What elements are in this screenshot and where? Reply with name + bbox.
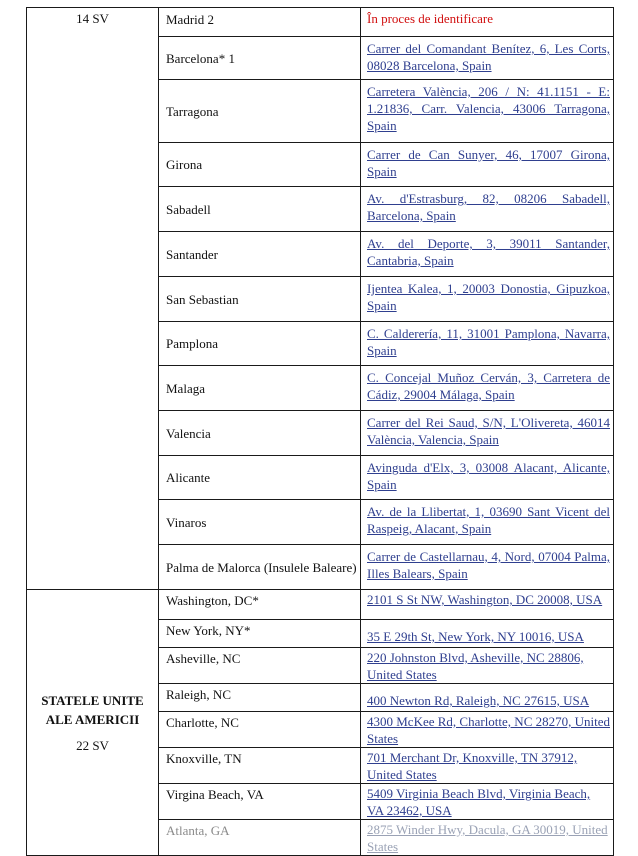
address-cell	[361, 411, 614, 456]
table-row	[27, 590, 614, 620]
address-link[interactable]: C. Calderería, 11, 31001 Pamplona, Navarra, Spain	[367, 326, 610, 358]
address-link[interactable]: 701 Merchant Dr, Knoxville, TN 37912, United States	[367, 750, 578, 782]
city-name: New York, NY*	[166, 623, 251, 638]
city-name: Valencia	[166, 425, 211, 441]
address-cell	[361, 748, 614, 784]
address-cell	[361, 648, 614, 684]
city-name: Asheville, NC	[166, 651, 241, 666]
city-name: Barcelona* 1	[166, 50, 235, 66]
address-link[interactable]: C. Concejal Muñoz Cerván, 3, Carretera de Cádiz, 29004 Málaga, Spain	[367, 370, 610, 402]
usa-count: 22 SV	[76, 738, 109, 753]
country-cell-usa	[27, 590, 159, 856]
address-link[interactable]: 2101 S St NW, Washington, DC 20008, USA	[367, 592, 603, 607]
address-cell	[361, 500, 614, 545]
city-cell	[159, 187, 361, 232]
city-cell	[159, 232, 361, 277]
city-cell	[159, 648, 361, 684]
address-link[interactable]: Carrer de Can Sunyer, 46, 17007 Girona, Spain	[367, 147, 610, 179]
city-cell	[159, 684, 361, 712]
address-link[interactable]: Carrer del Rei Saud, S/N, L'Olivereta, 46014 València, Valencia, Spain	[367, 415, 610, 447]
city-cell	[159, 820, 361, 856]
address-cell	[361, 456, 614, 500]
address-cell	[361, 232, 614, 277]
city-cell	[159, 37, 361, 80]
city-name: Madrid 2	[166, 12, 215, 27]
city-name: Palma de Malorca (Insulele Baleare)	[166, 559, 357, 575]
address-link[interactable]: 4300 McKee Rd, Charlotte, NC 28270, United States	[367, 714, 610, 746]
spain-count: 14 SV	[76, 11, 109, 26]
city-cell	[159, 456, 361, 500]
city-name: Vinaros	[166, 514, 207, 530]
city-name: Alicante	[166, 470, 211, 485]
city-name: Malaga	[166, 380, 205, 396]
address-cell	[361, 712, 614, 748]
city-name: Knoxville, TN	[166, 751, 242, 766]
city-name: Santander	[166, 246, 218, 262]
address-link[interactable]: Carrer del Comandant Benítez, 6, Les Corts, 08028 Barcelona, Spain	[367, 41, 610, 73]
city-name: Charlotte, NC	[166, 715, 239, 730]
address-cell	[361, 143, 614, 187]
address-cell	[361, 277, 614, 322]
city-cell	[159, 322, 361, 366]
address-link[interactable]: Ijentea Kalea, 1, 20003 Donostia, Gipuzkoa, Spain	[367, 281, 610, 313]
address-cell	[361, 620, 614, 648]
city-name: San Sebastian	[166, 291, 239, 307]
city-name: Tarragona	[166, 103, 219, 119]
city-cell	[159, 277, 361, 322]
city-cell	[159, 620, 361, 648]
city-name: Atlanta, GA	[166, 823, 230, 838]
address-cell	[361, 820, 614, 856]
city-name: Washington, DC*	[166, 593, 259, 608]
address-cell	[361, 684, 614, 712]
address-status: În proces de identificare	[367, 11, 493, 26]
address-cell	[361, 545, 614, 590]
city-cell	[159, 411, 361, 456]
address-cell	[361, 187, 614, 232]
address-cell	[361, 80, 614, 143]
address-link[interactable]: Av. d'Estrasburg, 82, 08206 Sabadell, Barcelona, Spain	[367, 191, 610, 223]
address-link[interactable]: 5409 Virginia Beach Blvd, Virginia Beach, VA 23462, USA	[367, 786, 591, 818]
address-cell	[361, 37, 614, 80]
city-cell	[159, 8, 361, 37]
usa-title-line1: STATELE UNITE	[41, 693, 144, 708]
table-row	[27, 8, 614, 37]
city-name: Virgina Beach, VA	[166, 787, 264, 802]
address-link[interactable]: 2875 Winder Hwy, Dacula, GA 30019, United States	[367, 822, 608, 854]
address-cell	[361, 590, 614, 620]
city-name: Pamplona	[166, 336, 218, 351]
city-cell	[159, 712, 361, 748]
address-link[interactable]: 220 Johnston Blvd, Asheville, NC 28806, United States	[367, 650, 584, 682]
address-cell	[361, 8, 614, 37]
document-page	[26, 7, 610, 856]
city-cell	[159, 590, 361, 620]
address-link[interactable]: Av. del Deporte, 3, 39011 Santander, Cantabria, Spain	[367, 236, 610, 268]
city-name: Raleigh, NC	[166, 687, 231, 702]
city-cell	[159, 143, 361, 187]
address-link[interactable]: Av. de la Llibertat, 1, 03690 Sant Vicent del Raspeig, Alacant, Spain	[367, 504, 610, 536]
address-cell	[361, 784, 614, 820]
city-cell	[159, 500, 361, 545]
address-link[interactable]: 400 Newton Rd, Raleigh, NC 27615, USA	[367, 693, 590, 708]
city-cell	[159, 366, 361, 411]
city-cell	[159, 748, 361, 784]
city-cell	[159, 545, 361, 590]
address-link[interactable]: Carrer de Castellarnau, 4, Nord, 07004 Palma, Illes Balears, Spain	[367, 549, 610, 581]
country-cell-spain	[27, 8, 159, 590]
address-link[interactable]: 35 E 29th St, New York, NY 10016, USA	[367, 629, 584, 644]
locations-table	[26, 7, 614, 856]
address-link[interactable]: Avinguda d'Elx, 3, 03008 Alacant, Alicante, Spain	[367, 460, 610, 492]
city-name: Sabadell	[166, 201, 211, 217]
usa-title-line2: ALE AMERICII	[45, 712, 140, 727]
city-name: Girona	[166, 157, 203, 172]
city-cell	[159, 80, 361, 143]
address-link[interactable]: Carretera València, 206 / N: 41.1151 - E: 1.21836, Carr. Valencia, 43006 Tarragona, Spain	[367, 84, 610, 133]
city-cell	[159, 784, 361, 820]
address-cell	[361, 366, 614, 411]
address-cell	[361, 322, 614, 366]
